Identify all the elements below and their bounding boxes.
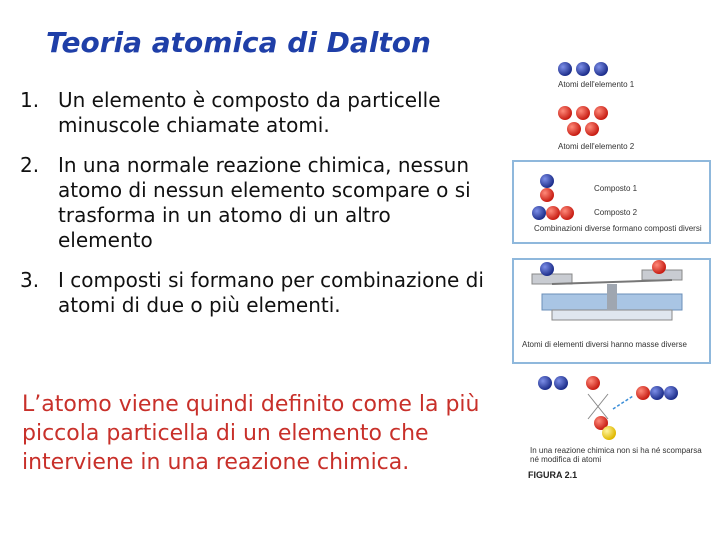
item-text: I composti si formano per combinazione di atomi di due o più elementi.: [58, 268, 484, 317]
atom-blue: [558, 62, 572, 76]
compounds-caption: Combinazioni diverse formano composti diversi: [534, 224, 702, 233]
compounds-panel: [512, 160, 711, 244]
item-number: 1.: [20, 88, 40, 112]
list-item: [20, 88, 490, 138]
atom-blue: [594, 62, 608, 76]
atom-red: [540, 188, 554, 202]
atom-red: [636, 386, 650, 400]
element1-label: Atomi dell'elemento 1: [558, 80, 635, 89]
atom-blue: [650, 386, 664, 400]
atom-red: [560, 206, 574, 220]
atom-red: [576, 106, 590, 120]
masses-caption: Atomi di elementi diversi hanno masse diverse: [522, 340, 687, 349]
atom-blue: [532, 206, 546, 220]
compound1-label: Composto 1: [594, 184, 638, 193]
masses-panel: [512, 258, 711, 364]
atom-red: [594, 106, 608, 120]
principles-list: [20, 88, 490, 333]
atom-red: [558, 106, 572, 120]
item-number: 3.: [20, 268, 40, 292]
atom-definition: L’atomo viene quindi definito come la più piccola particella di un elemento che interviene in una reazione chimica.: [22, 392, 480, 475]
dalton-figure: [508, 50, 713, 490]
atom-red: [567, 122, 581, 136]
slide-title: Teoria atomica di Dalton: [46, 26, 431, 59]
atom-blue: [664, 386, 678, 400]
atom-blue: [538, 376, 552, 390]
balance-scale-icon: [522, 266, 702, 336]
compound2-label: Composto 2: [594, 208, 638, 217]
atom-blue: [540, 174, 554, 188]
item-text: Un elemento è composto da particelle minuscole chiamate atomi.: [58, 88, 441, 137]
element2-label: Atomi dell'elemento 2: [558, 142, 635, 151]
atom-blue: [576, 62, 590, 76]
list-item: [20, 268, 490, 318]
atom-red: [652, 260, 666, 274]
atom-red: [585, 122, 599, 136]
item-text: In una normale reazione chimica, nessun atomo di nessun elemento scompare o si trasforma in un atomo di un altro elemento: [58, 153, 471, 252]
reaction-caption: In una reazione chimica non si ha né scomparsa né modifica di atomi: [530, 446, 702, 464]
list-item: [20, 153, 490, 253]
atom-blue: [540, 262, 554, 276]
atom-blue: [554, 376, 568, 390]
item-number: 2.: [20, 153, 40, 177]
atom-red: [546, 206, 560, 220]
figure-number: FIGURA 2.1: [528, 470, 578, 480]
reaction-arrows-icon: [578, 384, 638, 434]
